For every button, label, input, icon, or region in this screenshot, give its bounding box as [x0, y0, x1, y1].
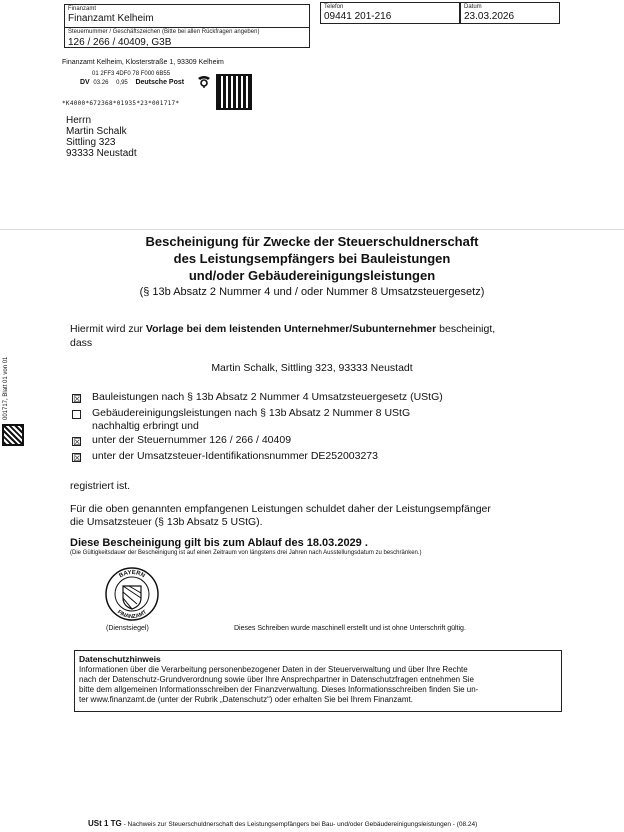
- seal-bottom-text: FINANZAMT: [115, 609, 149, 621]
- seal-caption: (Dienstsiegel): [106, 625, 149, 632]
- privacy-line-3: bitte dem allgemeinen Informationsschreiben der Finanzverwaltung. Dieses Informationsschreiben finden Sie un-: [79, 685, 479, 694]
- liability-line-1: Für die oben genannten empfangenen Leistungen schuldet daher der Leistungsempfänger: [70, 503, 491, 515]
- price: 0,95: [116, 80, 128, 86]
- intro-text: [70, 323, 495, 336]
- intro-bold: Vorlage bei dem leistenden Unternehmer/Subunternehmer: [145, 323, 437, 335]
- intro-post: bescheinigt,: [436, 323, 496, 335]
- validity-main: Diese Bescheinigung gilt bis zum Ablauf des 18.03.2029 .: [70, 537, 368, 549]
- privacy-line-2: nach der Datenschutz-Grundverordnung sowie über Ihre Ansprechpartner in Datenschutzfragen entnehmen Sie: [79, 675, 474, 684]
- machine-note: Dieses Schreiben wurde maschinell erstellt und ist ohne Unterschrift gültig.: [234, 625, 466, 632]
- footer-text: - Nachweis zur Steuerschuldnerschaft des Leistungsempfängers bei Bau- und/oder Gebäudereinigungsleistungen - (08.24): [121, 821, 478, 828]
- side-number: 001717: [3, 399, 9, 420]
- steuernummer-label: Steuernummer / Geschäftszeichen (Bitte bei allen Rückfragen angeben): [68, 29, 260, 35]
- intro-pre: Hiermit wird zur: [70, 323, 146, 335]
- finanzamt-box: [64, 4, 310, 48]
- telefon-box: [320, 2, 460, 24]
- privacy-box: [74, 650, 562, 712]
- footer: [88, 820, 477, 829]
- franking-code: 01 2FF3 4DF0 78 F000 6B55: [92, 71, 171, 77]
- check-text-steuernummer: unter der Steuernummer 126 / 266 / 40409: [92, 434, 292, 446]
- subject-line: Martin Schalk, Sittling 323, 93333 Neustadt: [211, 362, 413, 374]
- title-line-3: und/oder Gebäudereinigungsleistungen: [188, 268, 436, 283]
- franking-matrix-code: [216, 74, 252, 110]
- recipient-street: Sittling 323: [66, 137, 116, 148]
- checkbox-bauleistungen: ☒: [73, 394, 82, 404]
- datum-box: [460, 2, 560, 24]
- title-line-1: Bescheinigung für Zwecke der Steuerschuldnerschaft: [145, 234, 479, 249]
- dv-date: 03.26: [93, 80, 109, 86]
- seal-top-text: BAYERN: [118, 569, 146, 580]
- recipient-salutation: Herrn: [66, 115, 92, 126]
- datum-value: 23.03.2026: [464, 11, 515, 22]
- datum-label: Datum: [464, 4, 482, 10]
- privacy-line-4: ter www.finanzamt.de (unter der Rubrik „Datenschutz“) oder erhalten Sie bei Ihrem Finanzamt.: [79, 695, 413, 704]
- footer-code: USt 1 TG: [88, 819, 122, 828]
- privacy-line-1: Informationen über die Verarbeitung personenbezogener Daten in der Steuerverwaltung und über Ihre Rechte: [79, 665, 468, 674]
- post-brand: Deutsche Post: [135, 79, 185, 86]
- finanzamt-divider: [65, 27, 309, 28]
- fold-line: [0, 229, 624, 230]
- registered-text: registriert ist.: [70, 480, 131, 492]
- telefon-label: Telefon: [324, 4, 344, 10]
- sender-line: Finanzamt Kelheim, Klosterstraße 1, 93309 Kelheim: [62, 59, 224, 66]
- check-text-nachhaltig: nachhaltig erbringt und: [92, 420, 199, 432]
- title-line-2: des Leistungsempfängers bei Bauleistungen: [173, 251, 451, 266]
- franking-row: [80, 79, 184, 87]
- side-blatt: , Blatt 01 von 01: [3, 356, 9, 400]
- check-text-bauleistungen: Bauleistungen nach § 13b Absatz 2 Nummer 4 Umsatzsteuergesetz (UStG): [92, 391, 443, 403]
- title-line-4: (§ 13b Absatz 2 Nummer 4 und / oder Nummer 8 Umsatzsteuergesetz): [139, 286, 485, 298]
- validity-note: (Die Gültigkeitsdauer der Bescheinigung ist auf einen Zeitraum von längstens drei Jahren nach Ausstellungsdatum zu beschränken.): [70, 550, 422, 556]
- official-seal: [104, 566, 160, 622]
- post-horn-icon: [196, 74, 212, 88]
- finanzamt-label: Finanzamt: [68, 6, 97, 12]
- intro-line-2: dass: [70, 337, 93, 349]
- svg-text:BAYERN: [118, 570, 145, 579]
- steuernummer-value: 126 / 266 / 40409, G3B: [68, 37, 172, 48]
- recipient-city: 93333 Neustadt: [66, 148, 137, 159]
- check-text-gebaeudereinigung: Gebäudereinigungsleistungen nach § 13b Absatz 2 Nummer 8 UStG: [92, 407, 411, 419]
- checkbox-ustid: ☒: [73, 453, 82, 463]
- checkbox-steuernummer: ☒: [73, 437, 82, 447]
- telefon-value: 09441 201-216: [324, 11, 392, 22]
- privacy-heading: Datenschutzhinweis: [79, 654, 161, 664]
- side-matrix-code: [2, 424, 24, 446]
- check-text-ustid: unter der Umsatzsteuer-Identifikationsnummer DE252003273: [92, 450, 378, 462]
- dv-label: DV: [80, 79, 90, 86]
- barcode-text: *K4000*672368*01935*23*001717*: [62, 100, 180, 107]
- liability-line-2: die Umsatzsteuer (§ 13b Absatz 5 UStG).: [70, 516, 263, 528]
- recipient-name: Martin Schalk: [66, 126, 127, 137]
- finanzamt-value: Finanzamt Kelheim: [68, 13, 154, 24]
- checkbox-gebaeudereinigung: [72, 410, 81, 419]
